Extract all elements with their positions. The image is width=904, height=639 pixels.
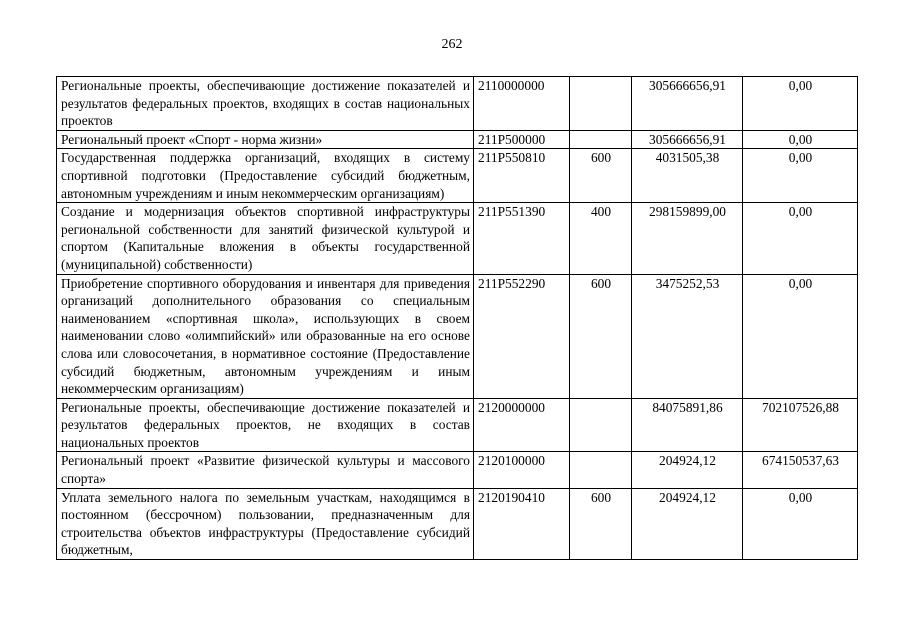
row-name: Уплата земельного налога по земельным участкам, находящимся в постоянном (бессрочном) пользовании, предназначенным для строительства объектов инфраструктуры (Предоставление субсидий бюджетным,: [57, 488, 474, 559]
table-row: [57, 274, 858, 398]
row-name: Приобретение спортивного оборудования и инвентаря для приведения организаций дополнительного образования со специальным наименованием «спортивная школа», использующих в своем наименовании слово «олимпийский» или образованные на его основе слова или словосочетания, в нормативное состояние (Предоставление субсидий бюджетным, автономным учреждениям и иным некоммерческим организациям): [57, 274, 474, 398]
row-expense-type: 400: [570, 203, 632, 274]
row-target-code: 2120100000: [474, 452, 570, 488]
row-amount-year1: 298159899,00: [632, 203, 743, 274]
row-target-code: 211P552290: [474, 274, 570, 398]
table-row: [57, 398, 858, 452]
row-name: Региональный проект «Развитие физической культуры и массового спорта»: [57, 452, 474, 488]
row-amount-year2: 702107526,88: [743, 398, 858, 452]
row-amount-year1: 305666656,91: [632, 130, 743, 149]
row-name: Региональный проект «Спорт - норма жизни»: [57, 130, 474, 149]
table-row: [57, 452, 858, 488]
table-row: [57, 488, 858, 559]
row-amount-year2: 0,00: [743, 274, 858, 398]
row-target-code: 211P551390: [474, 203, 570, 274]
budget-table: [56, 76, 858, 560]
row-amount-year2: 674150537,63: [743, 452, 858, 488]
row-amount-year1: 204924,12: [632, 452, 743, 488]
table-row: [57, 203, 858, 274]
row-target-code: 2120000000: [474, 398, 570, 452]
row-amount-year2: 0,00: [743, 203, 858, 274]
row-amount-year2: 0,00: [743, 488, 858, 559]
page-number: 262: [441, 37, 463, 52]
row-amount-year2: 0,00: [743, 130, 858, 149]
row-amount-year1: 204924,12: [632, 488, 743, 559]
row-amount-year2: 0,00: [743, 149, 858, 203]
row-expense-type: [570, 398, 632, 452]
row-expense-type: [570, 77, 632, 131]
row-amount-year1: 4031505,38: [632, 149, 743, 203]
row-amount-year1: 84075891,86: [632, 398, 743, 452]
row-name: Создание и модернизация объектов спортивной инфраструктуры региональной собственности для занятий физической культурой и спортом (Капитальные вложения в объекты государственной (муниципальной) собственности): [57, 203, 474, 274]
table-row: [57, 77, 858, 131]
row-name: Региональные проекты, обеспечивающие достижение показателей и результатов федеральных проектов, не входящих в состав национальных проектов: [57, 398, 474, 452]
table-row: [57, 149, 858, 203]
row-expense-type: 600: [570, 274, 632, 398]
row-amount-year1: 3475252,53: [632, 274, 743, 398]
row-expense-type: [570, 130, 632, 149]
row-target-code: 2120190410: [474, 488, 570, 559]
row-amount-year2: 0,00: [743, 77, 858, 131]
row-target-code: 2110000000: [474, 77, 570, 131]
row-target-code: 211P500000: [474, 130, 570, 149]
row-name: Региональные проекты, обеспечивающие достижение показателей и результатов федеральных проектов, входящих в состав национальных проектов: [57, 77, 474, 131]
row-target-code: 211P550810: [474, 149, 570, 203]
row-expense-type: 600: [570, 149, 632, 203]
table-row: [57, 130, 858, 149]
row-expense-type: [570, 452, 632, 488]
row-expense-type: 600: [570, 488, 632, 559]
row-amount-year1: 305666656,91: [632, 77, 743, 131]
row-name: Государственная поддержка организаций, входящих в систему спортивной подготовки (Предоставление субсидий бюджетным, автономным учреждениям и иным некоммерческим организациям): [57, 149, 474, 203]
